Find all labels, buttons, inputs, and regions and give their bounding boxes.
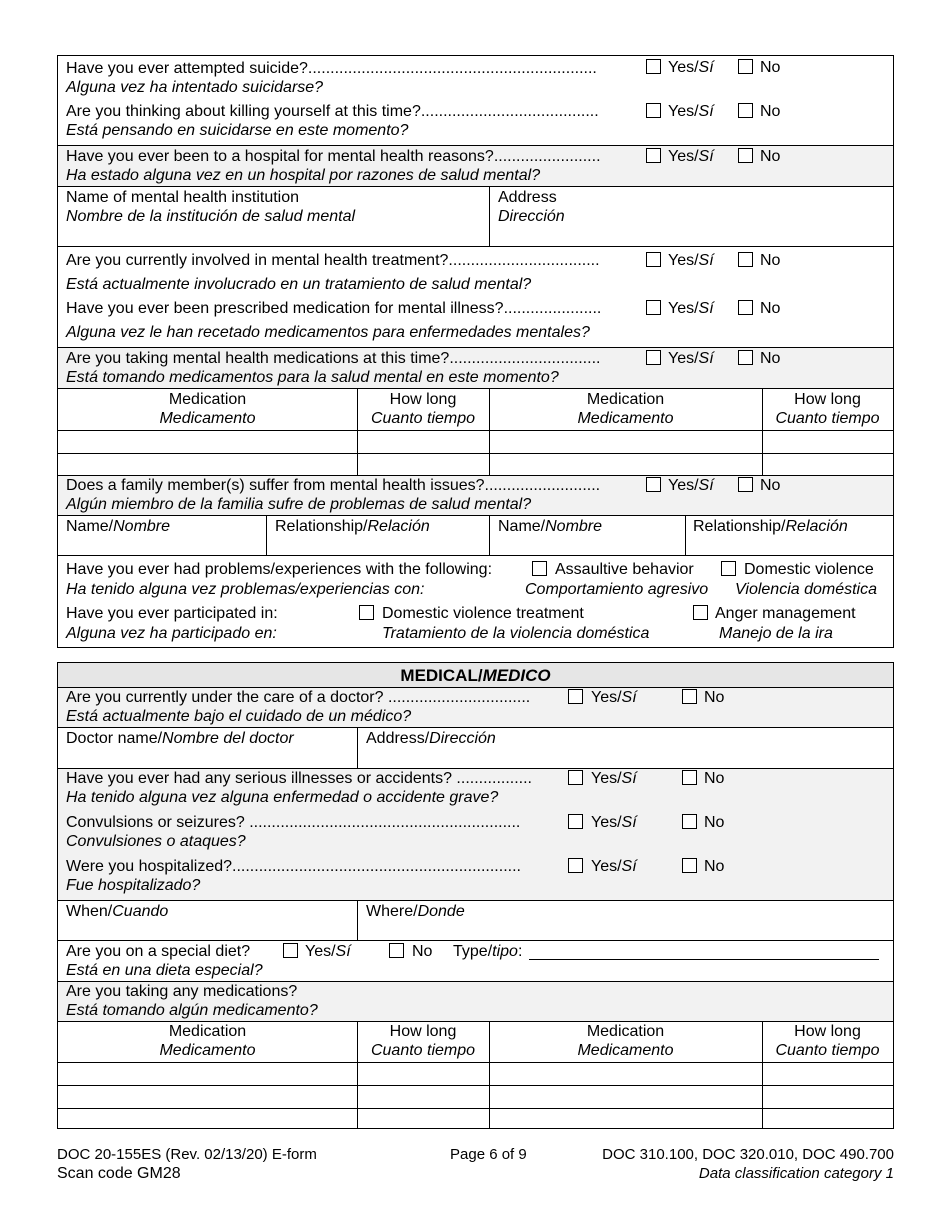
q-thinking-killing-es: Está pensando en suicidarse en este momento?: [66, 122, 409, 139]
family-name-field-2[interactable]: Name/Nombre: [498, 518, 603, 535]
doctor-name-field[interactable]: Doctor name/Nombre del doctor: [66, 730, 294, 747]
attempted-suicide-yes-checkbox[interactable]: [646, 59, 661, 74]
prescribed-yes-checkbox[interactable]: [646, 300, 661, 315]
mental-med-table: [58, 388, 893, 475]
q-diet: Are you on a special diet?: [66, 943, 251, 960]
no-label: No: [760, 148, 781, 165]
no-label: No: [760, 103, 781, 120]
institution-address-field[interactable]: [489, 187, 893, 246]
medication-header: Medication Medicamento: [159, 1023, 256, 1059]
q-thinking-killing: Are you thinking about killing yourself at this time?........................................: [66, 103, 599, 120]
q-hospital-mental-es: Ha estado alguna vez en un hospital por razones de salud mental?: [66, 167, 541, 184]
table-row[interactable]: [58, 1108, 893, 1129]
table-row[interactable]: [58, 453, 893, 476]
footer-scan-code: Scan code GM28: [57, 1165, 181, 1182]
no-label: No: [760, 252, 781, 269]
q-problems: Have you ever had problems/experiences with the following:: [66, 561, 493, 578]
no-label: No: [760, 59, 781, 76]
address-label: Address: [498, 189, 557, 206]
footer-classification: Data classification category 1: [698, 1165, 894, 1182]
footer-references: DOC 310.100, DOC 320.010, DOC 490.700: [602, 1146, 894, 1163]
no-label: No: [704, 770, 725, 787]
q-hospitalized-es: Fue hospitalizado?: [66, 877, 201, 894]
doctor-care-row: [58, 687, 893, 727]
yes-label: Yes/Sí: [305, 943, 351, 960]
anger-management-label: Anger management: [715, 605, 856, 622]
divider: [357, 728, 358, 768]
address-label-es: Dirección: [498, 208, 565, 225]
convulsions-no-checkbox[interactable]: [682, 814, 697, 829]
hospital-row: [58, 145, 893, 186]
q-convulsions-es: Convulsiones o ataques?: [66, 833, 246, 850]
assaultive-checkbox[interactable]: [532, 561, 547, 576]
taking-meds-row: [58, 347, 893, 388]
dv-treatment-checkbox[interactable]: [359, 605, 374, 620]
thinking-killing-yes-checkbox[interactable]: [646, 103, 661, 118]
illness-row: [58, 768, 893, 900]
medication-header: Medication Medicamento: [577, 391, 674, 427]
q-doctor: Are you currently under the care of a doctor? ................................: [66, 689, 531, 706]
anger-management-label-es: Manejo de la ira: [719, 625, 833, 642]
how-long-header: How long Cuanto tiempo: [370, 1023, 476, 1059]
q-illness: Have you ever had any serious illnesses or accidents? .................: [66, 770, 532, 787]
hospital-yes-checkbox[interactable]: [646, 148, 661, 163]
q-participated: Have you ever participated in:: [66, 605, 278, 622]
treatment-row: [58, 246, 893, 347]
yes-label: Yes/Sí: [668, 350, 714, 367]
q-family-es: Algún miembro de la familia sufre de problemas de salud mental?: [66, 496, 532, 513]
yes-label: Yes/Sí: [591, 858, 637, 875]
family-names-row: [58, 515, 893, 555]
yes-label: Yes/Sí: [668, 252, 714, 269]
illness-no-checkbox[interactable]: [682, 770, 697, 785]
medical-section: [57, 662, 894, 1129]
medication-header: Medication Medicamento: [577, 1023, 674, 1059]
no-label: No: [760, 300, 781, 317]
diet-yes-checkbox[interactable]: [283, 943, 298, 958]
assaultive-label: Assaultive behavior: [555, 561, 694, 578]
institution-name-field[interactable]: [58, 187, 489, 246]
taking-meds-no-checkbox[interactable]: [738, 350, 753, 365]
mental-health-section: [57, 55, 894, 648]
attempted-suicide-no-checkbox[interactable]: [738, 59, 753, 74]
anger-management-checkbox[interactable]: [693, 605, 708, 620]
institution-row: [58, 186, 893, 246]
q-any-meds-es: Está tomando algún medicamento?: [66, 1002, 318, 1019]
doctor-yes-checkbox[interactable]: [568, 689, 583, 704]
treatment-yes-checkbox[interactable]: [646, 252, 661, 267]
no-label: No: [760, 350, 781, 367]
domestic-violence-label: Domestic violence: [744, 561, 874, 578]
family-row: [58, 475, 893, 515]
convulsions-yes-checkbox[interactable]: [568, 814, 583, 829]
yes-label: Yes/Sí: [591, 689, 637, 706]
divider: [489, 516, 490, 555]
institution-name-label-es: Nombre de la institución de salud mental: [66, 208, 356, 225]
family-name-field-1[interactable]: Name/Nombre: [66, 518, 171, 535]
how-long-header: How long Cuanto tiempo: [775, 391, 880, 427]
how-long-header: How long Cuanto tiempo: [370, 391, 476, 427]
divider: [266, 516, 267, 555]
q-prescribed-es: Alguna vez le han recetado medicamentos para enfermedades mentales?: [66, 324, 590, 341]
medical-med-table: [58, 1021, 893, 1128]
hospital-no-checkbox[interactable]: [738, 148, 753, 163]
when-where-row: [58, 900, 893, 940]
q-taking-meds: Are you taking mental health medications at this time?..................................: [66, 350, 601, 367]
diet-type-label: Type/tipo:: [453, 943, 523, 960]
footer-page-number: Page 6 of 9: [450, 1146, 527, 1163]
q-treatment-es: Está actualmente involucrado en un tratamiento de salud mental?: [66, 276, 532, 293]
medication-header: Medication Medicamento: [159, 391, 256, 427]
yes-label: Yes/Sí: [668, 148, 714, 165]
yes-label: Yes/Sí: [668, 300, 714, 317]
family-relationship-field-1[interactable]: Relationship/Relación: [275, 518, 430, 535]
problems-row: [58, 555, 893, 647]
domestic-violence-checkbox[interactable]: [721, 561, 736, 576]
q-family: Does a family member(s) suffer from mental health issues?..........................: [66, 477, 601, 494]
no-label: No: [704, 689, 725, 706]
q-illness-es: Ha tenido alguna vez alguna enfermedad o accidente grave?: [66, 789, 499, 806]
divider: [357, 901, 358, 940]
hospitalized-yes-checkbox[interactable]: [568, 858, 583, 873]
yes-label: Yes/Sí: [668, 477, 714, 494]
suicide-questions-row: [58, 56, 893, 145]
q-attempted-suicide-es: Alguna vez ha intentado suicidarse?: [66, 79, 324, 96]
domestic-violence-label-es: Violencia doméstica: [735, 581, 878, 598]
table-row[interactable]: [58, 1062, 893, 1085]
medical-heading-row: [58, 663, 893, 687]
q-prescribed: Have you ever been prescribed medication for mental illness?......................: [66, 300, 602, 317]
diet-row: [58, 940, 893, 981]
divider: [685, 516, 686, 555]
illness-yes-checkbox[interactable]: [568, 770, 583, 785]
thinking-killing-no-checkbox[interactable]: [738, 103, 753, 118]
how-long-header: How long Cuanto tiempo: [775, 1023, 880, 1059]
q-hospital-mental: Have you ever been to a hospital for mental health reasons?........................: [66, 148, 601, 165]
hospitalized-no-checkbox[interactable]: [682, 858, 697, 873]
q-diet-es: Está en una dieta especial?: [66, 962, 263, 979]
q-participated-es: Alguna vez ha participado en:: [66, 625, 277, 642]
footer-form-id: DOC 20-155ES (Rev. 02/13/20) E-form: [57, 1146, 317, 1163]
no-label: No: [704, 858, 725, 875]
institution-name-label: Name of mental health institution: [66, 189, 300, 206]
no-label: No: [412, 943, 433, 960]
family-yes-checkbox[interactable]: [646, 477, 661, 492]
diet-no-checkbox[interactable]: [389, 943, 404, 958]
q-any-meds: Are you taking any medications?: [66, 983, 298, 1000]
yes-label: Yes/Sí: [668, 103, 714, 120]
dv-treatment-label-es: Tratamiento de la violencia doméstica: [382, 625, 650, 642]
yes-label: Yes/Sí: [668, 59, 714, 76]
taking-meds-yes-checkbox[interactable]: [646, 350, 661, 365]
q-doctor-es: Está actualmente bajo el cuidado de un médico?: [66, 708, 412, 725]
q-problems-es: Ha tenido alguna vez problemas/experiencias con:: [66, 581, 425, 598]
q-convulsions: Convulsions or seizures? .............................................................: [66, 814, 521, 831]
where-field[interactable]: Where/Donde: [366, 903, 465, 920]
assaultive-label-es: Comportamiento agresivo: [525, 581, 709, 598]
yes-label: Yes/Sí: [591, 770, 637, 787]
no-label: No: [704, 814, 725, 831]
family-no-checkbox[interactable]: [738, 477, 753, 492]
doctor-info-row: [58, 727, 893, 768]
family-relationship-field-2[interactable]: Relationship/Relación: [693, 518, 848, 535]
q-taking-meds-es: Está tomando medicamentos para la salud mental en este momento?: [66, 369, 559, 386]
q-treatment: Are you currently involved in mental health treatment?..................................: [66, 252, 600, 269]
section-title: MEDICAL/MEDICO: [400, 666, 551, 685]
doctor-no-checkbox[interactable]: [682, 689, 697, 704]
treatment-no-checkbox[interactable]: [738, 252, 753, 267]
dv-treatment-label: Domestic violence treatment: [382, 605, 584, 622]
diet-type-input[interactable]: [529, 959, 879, 960]
table-row[interactable]: [58, 430, 893, 453]
doctor-address-field[interactable]: Address/Dirección: [366, 730, 496, 747]
q-attempted-suicide: Have you ever attempted suicide?.................................................................: [66, 60, 597, 77]
q-hospitalized: Were you hospitalized?.................................................................: [66, 858, 521, 875]
any-meds-row: [58, 981, 893, 1021]
when-field[interactable]: When/Cuando: [66, 903, 169, 920]
prescribed-no-checkbox[interactable]: [738, 300, 753, 315]
yes-label: Yes/Sí: [591, 814, 637, 831]
table-row[interactable]: [58, 1085, 893, 1108]
no-label: No: [760, 477, 781, 494]
